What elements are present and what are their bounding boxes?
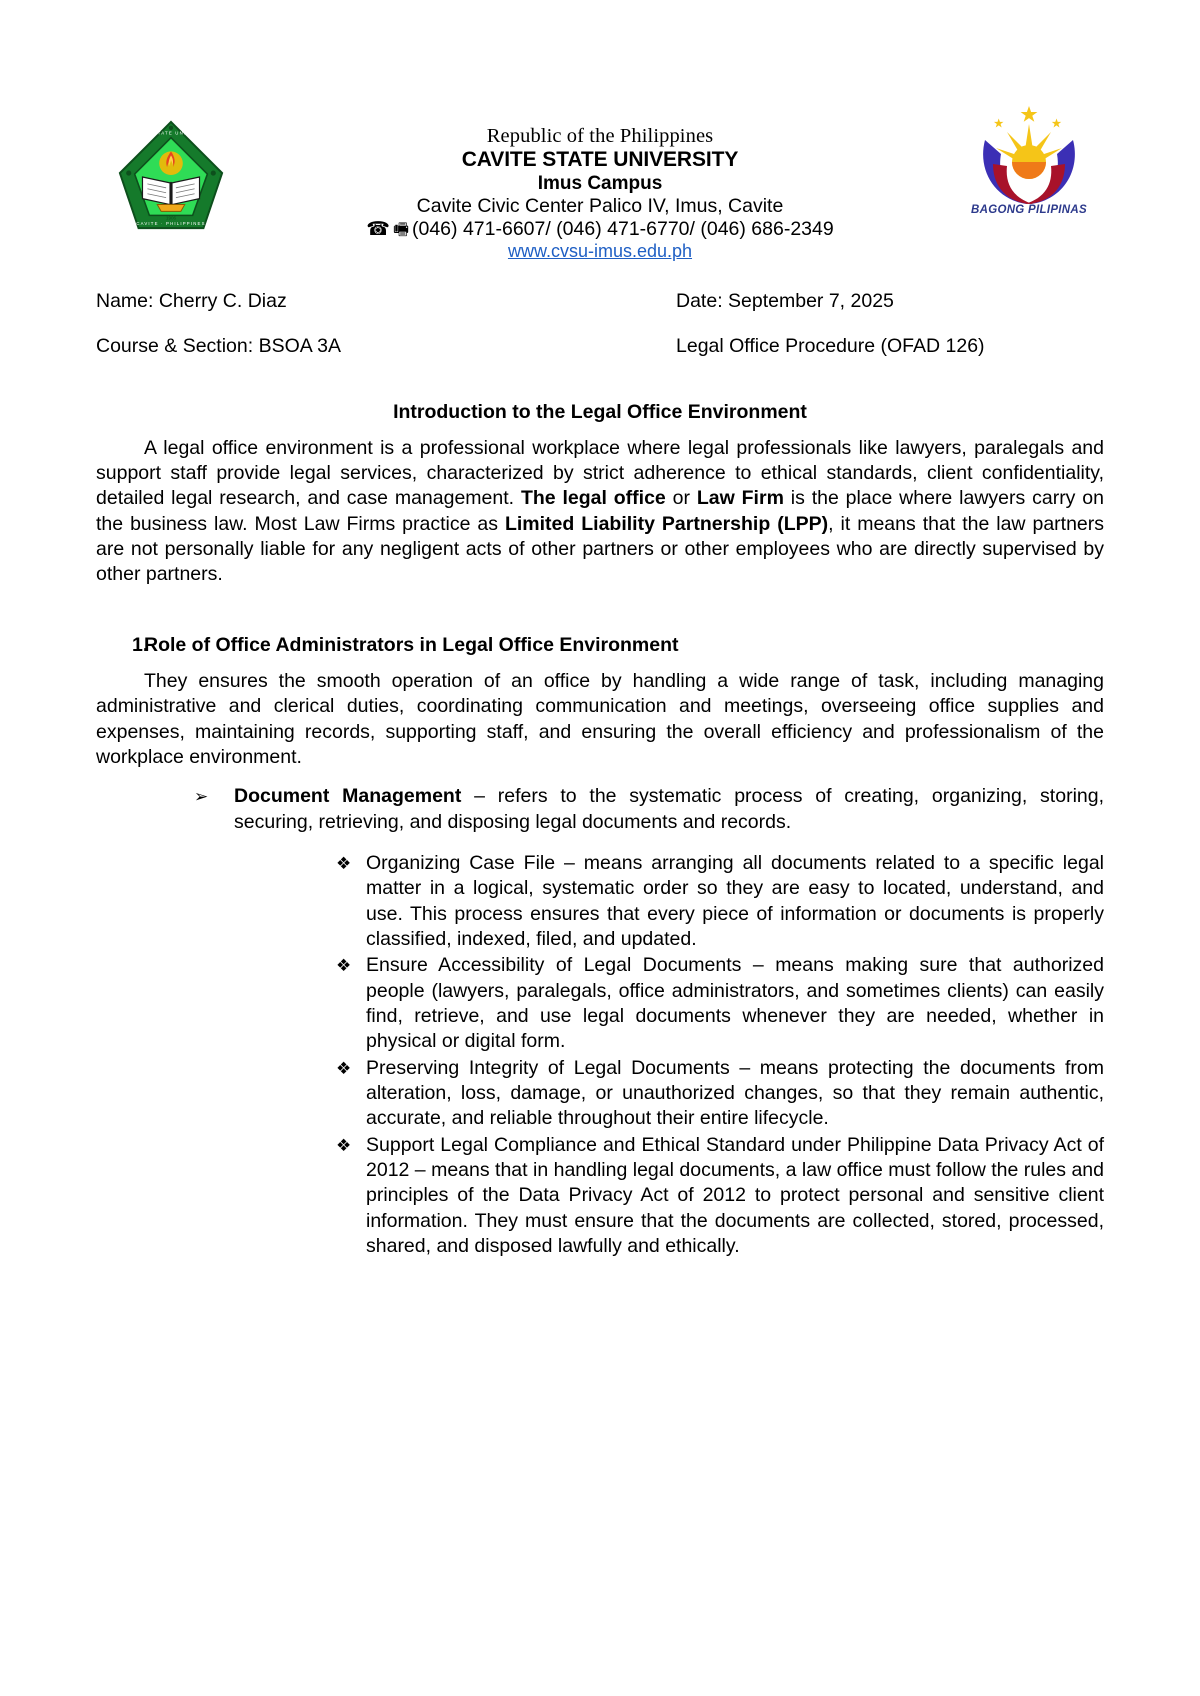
sub-item-lead: Document Management (234, 785, 462, 808)
body-text: , it means that the law partners are not personally liable for any negligent acts of other partners or other employees who are directly supervised by other partners. (96, 512, 1105, 586)
campus-name: Imus Campus (537, 172, 663, 194)
diamond-bullet-icon: ❖ (336, 956, 352, 977)
body-text: A legal office environment is a professional workplace where legal professionals like lawyers, paralegals and support staff provide legal services, characterized by strict adherence to ethical standards, client confidentiality, detailed legal research, and case management. (96, 436, 1104, 510)
website-link[interactable]: www.cvsu-imus.edu.ph (507, 241, 693, 262)
list-item-text: Organizing Case File – means arranging all documents related to a specific legal matter in a logical, systematic order so they are easy to located, understand, and use. This process ensures that every piece of information or documents is properly classified, indexed, filed, and updated. (366, 851, 1104, 950)
diamond-bullet-icon: ❖ (336, 1135, 352, 1156)
student-name: Name: Cherry C. Diaz (96, 290, 287, 312)
body-text: is the place where lawyers carry on the business law. Most Law Firms practice as (96, 487, 1104, 535)
cvsu-seal-icon (112, 118, 230, 236)
svg-text:1906: 1906 (165, 215, 177, 221)
document-management-text (234, 784, 1104, 835)
emphasis-text: Law Firm (696, 487, 784, 510)
svg-text:CAVITE · PHILIPPINES: CAVITE · PHILIPPINES (136, 221, 206, 227)
emphasis-text: The legal office (520, 487, 666, 510)
subject-name: Legal Office Procedure (OFAD 126) (676, 335, 985, 358)
svg-text:CAVITE STATE UNIVERSITY: CAVITE STATE UNIVERSITY (129, 130, 213, 136)
meta-row-course-subject (96, 334, 1104, 358)
cvsu-seal-logo (96, 96, 246, 236)
sub-item-rest: – refers to the systematic process of creating, organizing, storing, securing, retrieving, and disposing legal documents and records. (234, 785, 1105, 833)
student-meta-block (96, 289, 1104, 359)
meta-row-name-date (96, 289, 1104, 313)
phone-numbers: (046) 471-6607/ (046) 471-6770/ (046) 686-2349 (412, 218, 834, 241)
bagong-pilipinas-icon (963, 104, 1095, 208)
letterhead (96, 96, 1104, 271)
section-heading-1 (96, 634, 1104, 657)
diamond-bullet-icon: ❖ (336, 853, 352, 874)
address-line: Cavite Civic Center Palico IV, Imus, Cavite (416, 195, 784, 218)
section-number: 1. (132, 633, 149, 656)
telephone-icon: ☎ (366, 219, 390, 241)
emphasis-text: Limited Liability Partnership (LPP) (504, 512, 829, 535)
section-title: Role of Office Administrators in Legal Office Environment (144, 633, 679, 656)
contact-line (246, 218, 954, 241)
arrow-bullet-icon: ➢ (194, 787, 209, 808)
document-date: Date: September 7, 2025 (676, 290, 894, 312)
list-item-text: Ensure Accessibility of Legal Documents – means making sure that authorized people (lawyers, paralegals, office administrators, and sometimes clients) can easily find, retrieve, and use legal documents whenever they are needed, whether in physical or digital form. (366, 954, 1104, 1053)
list-item (336, 1133, 1104, 1260)
intro-paragraph (96, 436, 1104, 588)
page-title: Introduction to the Legal Office Environment (393, 400, 807, 423)
republic-line: Republic of the Philippines (486, 125, 714, 147)
university-name: CAVITE STATE UNIVERSITY (461, 148, 739, 172)
list-item-text: Preserving Integrity of Legal Documents – means protecting the documents from alteration, loss, damage, or unauthorized changes, so that they remain authentic, accurate, and reliable throughout their entire lifecycle. (366, 1056, 1104, 1130)
letterhead-text (246, 96, 954, 263)
bagong-pilipinas-wordmark: BAGONG PILIPINAS (971, 204, 1087, 216)
list-item (336, 1056, 1104, 1132)
sub-list (336, 851, 1104, 1260)
list-item (336, 953, 1104, 1054)
list-item-text: Support Legal Compliance and Ethical Standard under Philippine Data Privacy Act of 2012 – means that in handling legal documents, a law office must follow the rules and principles of the Data Privacy Act of 2012 to protect personal and sensitive client information. They must ensure that the documents are collected, stored, processed, shared, and disposed lawfully and ethically. (366, 1133, 1104, 1258)
course-section: Course & Section: BSOA 3A (96, 335, 341, 358)
list-item (336, 851, 1104, 952)
bagong-pilipinas-logo (954, 96, 1104, 216)
list-item (194, 784, 1104, 835)
body-text: or (665, 487, 697, 510)
fax-icon: 🖷 (392, 220, 409, 240)
section-1-paragraph: They ensures the smooth operation of an office by handling a wide range of task, including managing administrative and clerical duties, coordinating communication and meetings, overseeing office supplies and expenses, maintaining records, supporting staff, and ensuring the overall efficiency and professionalism of the workplace environment. (96, 669, 1104, 768)
diamond-bullet-icon: ❖ (336, 1058, 352, 1079)
